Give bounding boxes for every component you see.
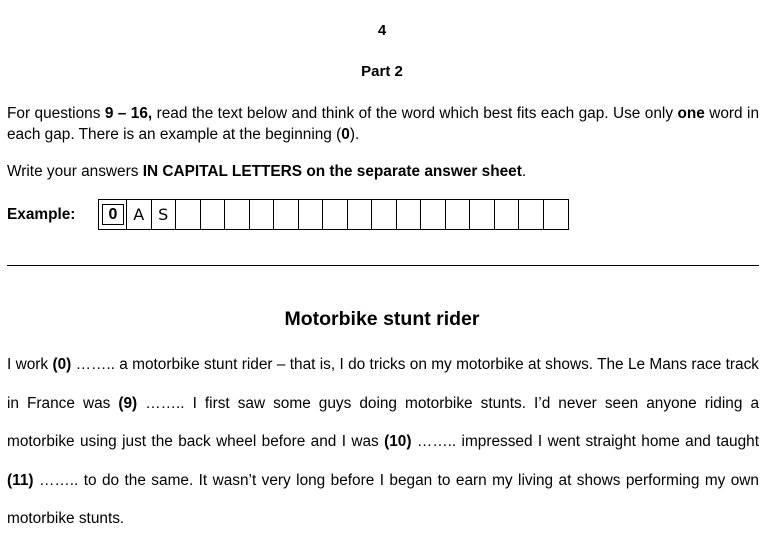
- passage-segment: …….. impressed I went straight home and taught: [411, 433, 759, 450]
- letter-box: [323, 200, 348, 229]
- letter-box: [397, 200, 422, 229]
- passage-segment: I work: [7, 356, 53, 373]
- letter-box: [201, 200, 226, 229]
- instructions-text-1: For questions: [7, 105, 105, 122]
- passage-segment: …….. a motorbike stunt rider – that is, I do tricks on my motorbike at shows. The Le Mans race track in France was: [7, 356, 759, 412]
- gap-9-marker: (9): [118, 394, 138, 412]
- letter-box: S: [152, 200, 177, 229]
- write-answers-text-1: Write your answers: [7, 163, 143, 180]
- letter-box: [446, 200, 471, 229]
- letter-box: [544, 200, 569, 229]
- letter-box: [250, 200, 275, 229]
- letter-box: [372, 200, 397, 229]
- section-divider: [7, 265, 759, 266]
- gap-10-marker: (10): [384, 433, 412, 450]
- instructions-text-2: read the text below and think of the word which best fits each gap. Use only: [152, 105, 678, 122]
- example-answer-boxes: [98, 199, 569, 230]
- example-number-cell: [99, 200, 127, 229]
- text-title: Motorbike stunt rider: [284, 308, 480, 330]
- example-label: Example:: [7, 205, 76, 223]
- letter-box: [519, 200, 544, 229]
- example-row: [7, 199, 569, 230]
- page-number: 4: [377, 22, 387, 39]
- letter-box: A: [127, 200, 152, 229]
- instructions-text-4: ).: [349, 126, 360, 143]
- gap-0-marker: (0): [52, 356, 72, 373]
- passage: [7, 346, 759, 539]
- letter-box: [495, 200, 520, 229]
- letter-box: [225, 200, 250, 229]
- question-range: 9 – 16,: [104, 105, 153, 122]
- letter-box: [348, 200, 373, 229]
- part-heading: Part 2: [361, 63, 403, 80]
- one-word-emphasis: one: [677, 105, 705, 122]
- write-answers-instruction: [7, 161, 759, 182]
- passage-segment: …….. I first saw some guys doing motorbike stunts. I’d never seen anyone riding a motorbike using just the back wheel before and I was: [7, 394, 760, 450]
- write-answers-text-2: .: [521, 163, 527, 180]
- letter-box: [421, 200, 446, 229]
- letter-box: [299, 200, 324, 229]
- passage-segment: …….. to do the same. It wasn’t very long before I began to earn my living at shows performing my own motorbike stunts.: [7, 471, 759, 527]
- letter-box: [176, 200, 201, 229]
- example-number-ref: 0: [341, 126, 350, 143]
- instructions-text-3: word in each gap. There is an example at the beginning (: [7, 105, 759, 143]
- gap-11-marker: (11): [7, 471, 34, 489]
- capital-letters-emphasis: IN CAPITAL LETTERS on the separate answer sheet: [142, 163, 522, 180]
- instructions: [7, 103, 759, 145]
- example-number-box: 0: [102, 204, 124, 225]
- letter-box: [470, 200, 495, 229]
- letter-box: [274, 200, 299, 229]
